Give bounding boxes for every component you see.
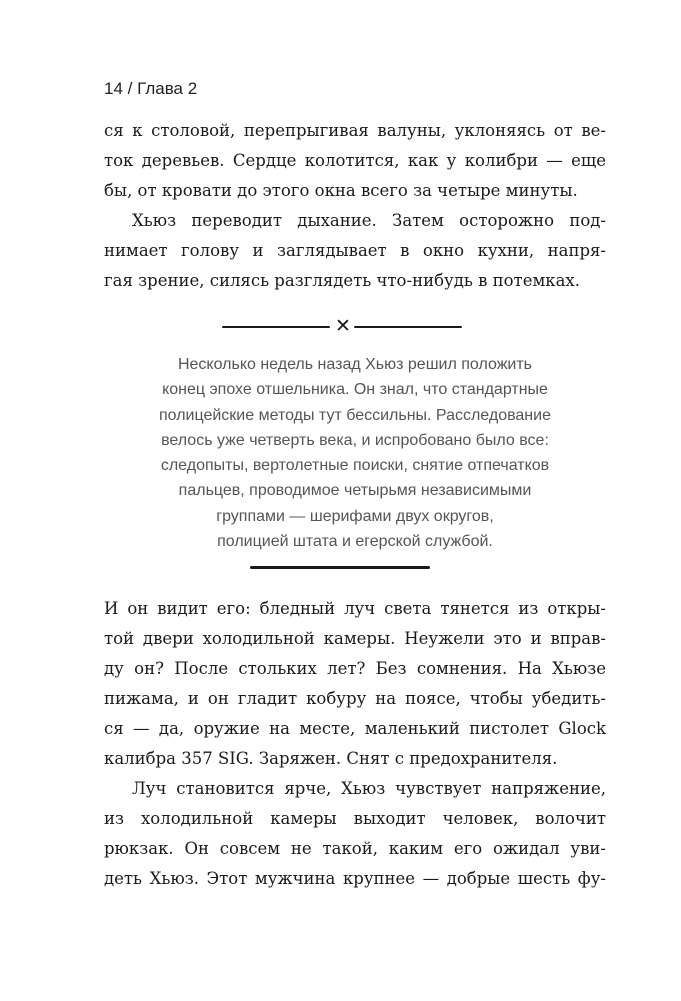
- running-head: 14 / Глава 2: [104, 79, 198, 98]
- section-divider-top: [222, 316, 462, 340]
- divider-rule-left: [222, 326, 330, 328]
- insert-line: велось уже четверть века, и испробовано было все:: [161, 431, 549, 449]
- text-line: Луч становится ярче, Хьюз чувствует напряжение,: [132, 779, 606, 798]
- text-line: гая зрение, силясь разглядеть что-нибудь в потемках.: [104, 271, 580, 290]
- text-line: ток деревьев. Сердце колотится, как у колибри — еще: [104, 151, 606, 170]
- text-line: калибра 357 SIG. Заряжен. Снят с предохранителя.: [104, 749, 558, 768]
- text-line: ся к столовой, перепрыгивая валуны, уклоняясь от ве-: [104, 121, 606, 140]
- text-line: рюкзак. Он совсем не такой, каким его ожидал уви-: [104, 839, 606, 858]
- insert-line: конец эпохе отшельника. Он знал, что стандартные: [162, 381, 548, 399]
- text-line: Хьюз переводит дыхание. Затем осторожно под-: [132, 211, 606, 230]
- divider-rule-right: [354, 326, 462, 328]
- body-text-top: [104, 116, 606, 296]
- text-line: из холодильной камеры выходит человек, волочит: [104, 809, 606, 828]
- sidebar-insert: [104, 352, 606, 554]
- text-line: нимает голову и заглядывает в окно кухни, напря-: [104, 241, 606, 260]
- section-divider-bottom: [250, 566, 430, 569]
- text-line: пижама, и он гладит кобуру на поясе, чтобы убедить-: [104, 689, 606, 708]
- text-line: ся — да, оружие на месте, маленький пистолет Glock: [104, 719, 606, 738]
- insert-line: Несколько недель назад Хьюз решил положить: [177, 356, 533, 373]
- text-line: деть Хьюз. Этот мужчина крупнее — добрые шесть фу-: [104, 869, 606, 888]
- body-text-bottom: [104, 594, 606, 894]
- cross-ornament-icon: ✕: [335, 315, 351, 337]
- insert-line: полицейские методы тут бессильны. Расследование: [159, 406, 551, 424]
- insert-line: полицией штата и егерской службой.: [217, 533, 493, 551]
- insert-line: следопыты, вертолетные поиски, снятие отпечатков: [160, 457, 550, 475]
- text-line: ду он? После стольких лет? Без сомнения. На Хьюзе: [104, 659, 606, 678]
- text-line: той двери холодильной камеры. Неужели это и вправ-: [104, 629, 606, 648]
- text-line: бы, от кровати до этого окна всего за четыре минуты.: [104, 181, 578, 200]
- text-line: И он видит его: бледный луч света тянется из откры-: [104, 599, 606, 618]
- insert-line: группами — шерифами двух округов,: [216, 507, 494, 525]
- insert-line: пальцев, проводимое четырьмя независимыми: [178, 482, 532, 500]
